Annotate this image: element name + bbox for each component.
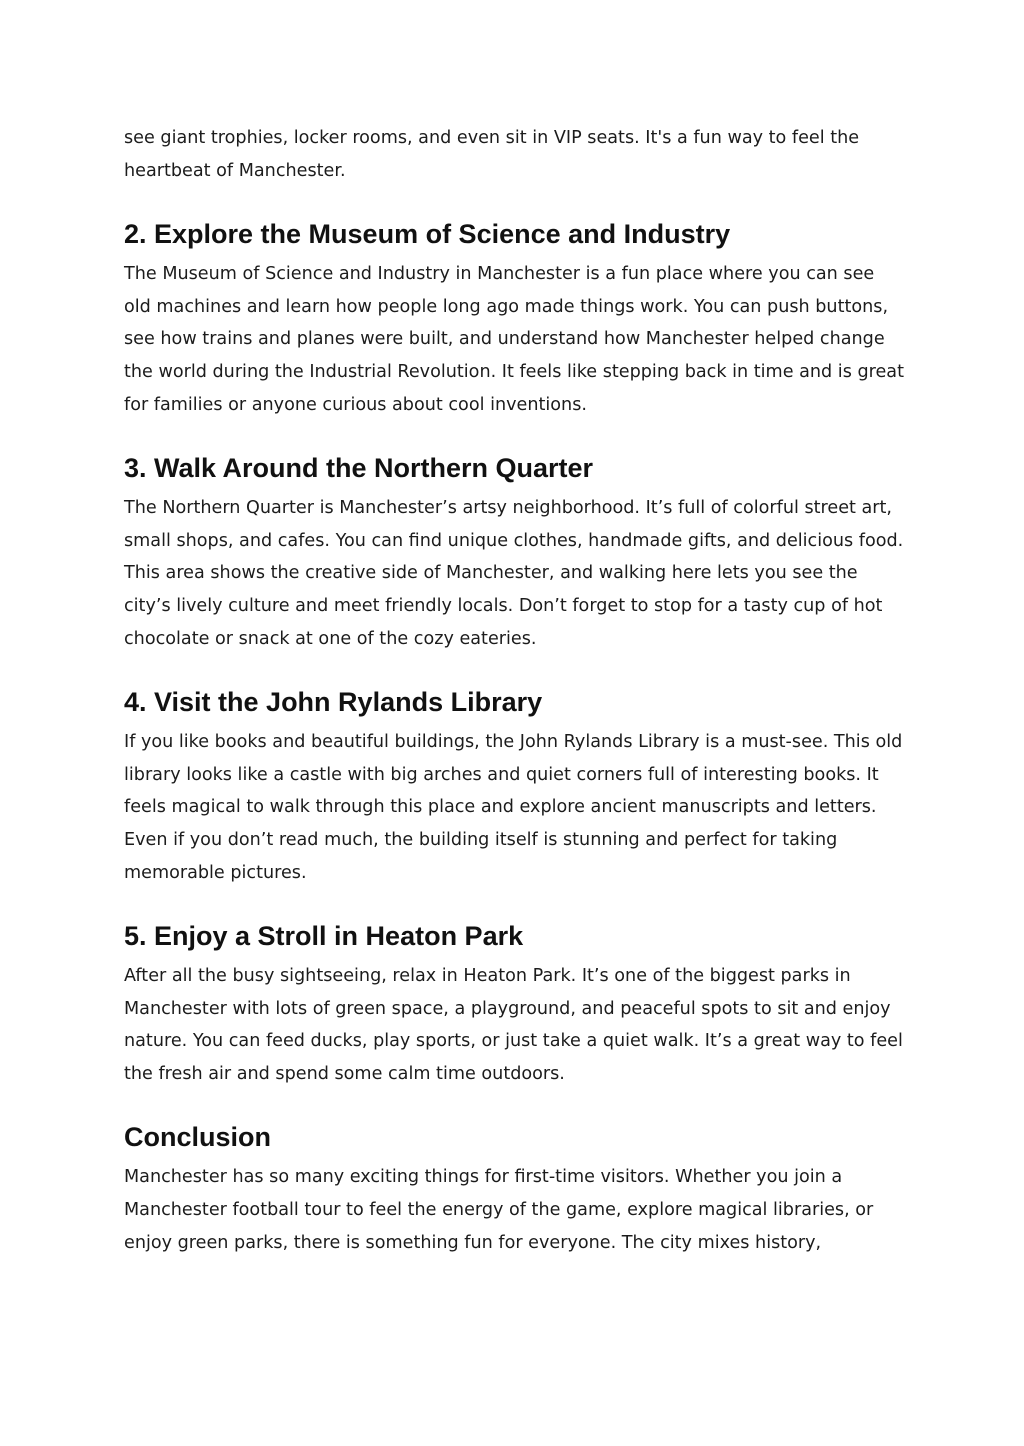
- section-heading-museum: 2. Explore the Museum of Science and Industry: [124, 219, 731, 250]
- section-paragraph-northern-quarter: The Northern Quarter is Manchester’s artsy neighborhood. It’s full of colorful street art, small shops, and cafes. You can find unique clothes, handmade gifts, and delicious food. This area shows the creative side of Manchester, and walking here lets you see the city’s lively culture and meet friendly locals. Don’t forget to stop for a tasty cup of hot chocolate or snack at one of the cozy eateries.: [124, 498, 904, 649]
- section-paragraph-heaton-park: After all the busy sightseeing, relax in Heaton Park. It’s one of the biggest parks in Manchester with lots of green space, a playground, and peaceful spots to sit and enjoy nature. You can feed ducks, play sports, or just take a quiet walk. It’s a great way to feel the fresh air and spend some calm time outdoors.: [124, 966, 903, 1084]
- section-heading-john-rylands: 4. Visit the John Rylands Library: [124, 687, 543, 718]
- section-heading-heaton-park: 5. Enjoy a Stroll in Heaton Park: [124, 921, 524, 952]
- section-paragraph-john-rylands: If you like books and beautiful buildings, the John Rylands Library is a must-see. This old library looks like a castle with big arches and quiet corners full of interesting books. It feels magical to walk through this place and explore ancient manuscripts and letters. Even if you don’t read much, the building itself is stunning and perfect for taking memorable pictures.: [124, 732, 903, 883]
- section-heading-northern-quarter: 3. Walk Around the Northern Quarter: [124, 453, 594, 484]
- document-page: [124, 122, 904, 1259]
- section-paragraph-museum: The Museum of Science and Industry in Manchester is a fun place where you can see old machines and learn how people long ago made things work. You can push buttons, see how trains and planes were built, and understand how Manchester helped change the world during the Industrial Revolution. It feels like stepping back in time and is great for families or anyone curious about cool inventions.: [124, 264, 904, 415]
- section-heading-conclusion: Conclusion: [124, 1122, 271, 1153]
- intro-paragraph: see giant trophies, locker rooms, and even sit in VIP seats. It's a fun way to feel the heartbeat of Manchester.: [124, 128, 860, 181]
- section-paragraph-conclusion: Manchester has so many exciting things for first-time visitors. Whether you join a Manchester football tour to feel the energy of the game, explore magical libraries, or enjoy green parks, there is something fun for everyone. The city mixes history,: [124, 1167, 874, 1253]
